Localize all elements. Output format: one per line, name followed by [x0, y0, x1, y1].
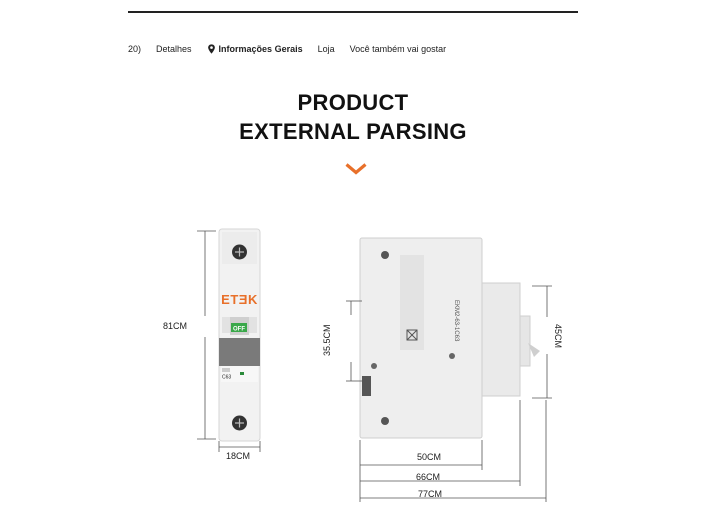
- tab-store[interactable]: Loja: [317, 44, 335, 54]
- side-width-77-label: 77CM: [418, 489, 443, 499]
- side-model-text: EKM2-63-1C63: [453, 300, 459, 342]
- front-width-label: 18CM: [226, 451, 251, 461]
- front-height-label: 81CM: [163, 321, 188, 331]
- side-rivet-top: [381, 251, 389, 259]
- cert-mark-area: [400, 255, 424, 350]
- side-height-large-label: 45CM: [553, 324, 563, 349]
- product-title-line2: EXTERNAL PARSING: [239, 119, 467, 144]
- breaker-side-view: [360, 238, 540, 438]
- side-height-small-label: 35.5CM: [322, 324, 332, 356]
- side-width-50-label: 50CM: [417, 452, 442, 462]
- tab-reviews[interactable]: 20): [128, 44, 142, 54]
- tab-you-may-also-like[interactable]: Você também vai gostar: [349, 44, 447, 54]
- front-brand-logo: ETƎK: [221, 292, 258, 307]
- side-width-66-label: 66CM: [416, 472, 441, 482]
- product-title-line1: PRODUCT: [297, 90, 409, 115]
- tab-details[interactable]: Detalhes: [156, 44, 192, 54]
- breaker-front-view: [219, 229, 260, 441]
- tab-general-info-label: Informações Gerais: [218, 44, 303, 54]
- rating-label: C63: [222, 374, 232, 381]
- switch-off-label: OFF: [233, 326, 245, 333]
- side-rivet-bottom: [381, 417, 389, 425]
